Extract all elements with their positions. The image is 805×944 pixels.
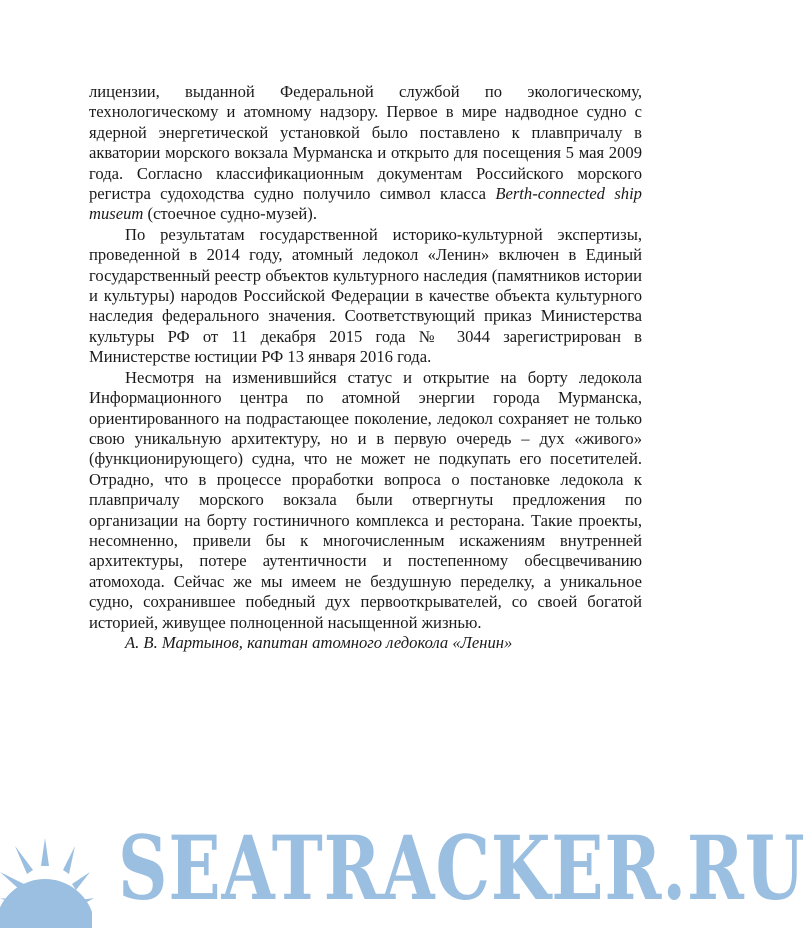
sun-icon [0,838,94,928]
watermark-text: SEATRACKER.RU [118,816,805,920]
author-signature: А. В. Мартынов, капитан атомного ледокола «Ленин» [125,632,513,652]
paragraph-text: лицензии, выданной Федеральной службой по экологическому, технологическому и атомному надзору. Первое в мире надводное судно с ядерной энергетической установкой было поставлено к плавпричалу в акватории морского вокзала Мурманска и открыто для посещения 5 мая 2009 года. Согласно классификационным документам Российского морского регистра судоходства судно получило символ класса [89,82,642,204]
paragraph-text-end: (стоечное судно-музей). [143,204,317,224]
paragraph-status: Несмотря на изменившийся статус и открытие на борту ледокола Информационного центра по атомной энергии города Мурманска, ориентированного на подрастающее поколение, ледокол сохраняет не только свою уникальную архитектуру, но и в первую очередь – дух «живого» (функционирующего) судна, что не может не подкупать его посетителей. Отрадно, что в процессе проработки вопроса о постановке ледокола к плавпричалу морского вокзала были отвергнуты предложения по организации на борту гостиничного комплекса и ресторана. Такие проекты, несомненно, привели бы к многочисленным искажениям внутренней архитектуры, потере аутентичности и постепенному обесцвечиванию атомохода. Сейчас же мы имеем не бездушную переделку, а уникальное судно, сохранившее победный дух первооткрывателей, со своей богатой историей, живущее полноценной насыщенной жизнью. [89,367,642,632]
document-body [89,82,642,653]
italic-term: Berth-connected ship museum [89,184,642,224]
paragraph-expertise: По результатам государственной историко-культурной экспертизы, проведенной в 2014 году, атомный ледокол «Ленин» включен в Единый государственный реестр объектов культурного наследия (памятников истории и культуры) народов Российской Федерации в качестве объекта культурного наследия федерального значения. Соответствующий приказ Министерства культуры РФ от 11 декабря 2015 года № 3044 зарегистрирован в Министерстве юстиции РФ 13 января 2016 года. [89,224,642,367]
paragraph-continuation [89,82,642,225]
